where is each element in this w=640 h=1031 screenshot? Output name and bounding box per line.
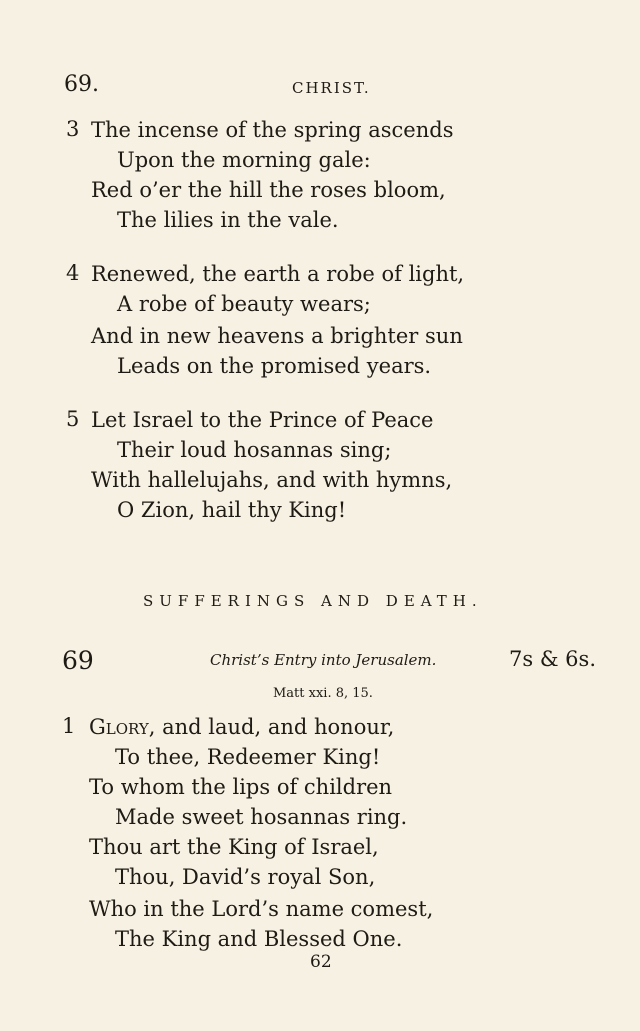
- hymn-number: 69: [62, 646, 94, 675]
- verse-line: To thee, Redeemer King!: [115, 745, 381, 769]
- verse-line: Leads on the promised years.: [117, 354, 432, 378]
- running-title: CHRIST.: [292, 79, 371, 97]
- verse-line: With hallelujahs, and with hymns,: [91, 468, 453, 492]
- verse-line: O Zion, hail thy King!: [117, 498, 347, 522]
- verse-line: The incense of the spring ascends: [91, 118, 454, 142]
- verse-line: And in new heavens a brighter sun: [91, 324, 463, 348]
- verse-line: Made sweet hosannas ring.: [115, 805, 408, 829]
- verse-line: Red o’er the hill the roses bloom,: [91, 178, 446, 202]
- hymn-title: Christ’s Entry into Jerusalem.: [210, 651, 437, 669]
- verse-line: [89, 714, 394, 740]
- first-line-rest: and laud, and honour,: [155, 715, 395, 739]
- verse-line: Renewed, the earth a robe of light,: [91, 262, 465, 286]
- section-heading: SUFFERINGS AND DEATH.: [143, 592, 483, 610]
- verse-line: Who in the Lord’s name comest,: [89, 897, 434, 921]
- verse-line: To whom the lips of children: [89, 775, 393, 799]
- page-header: [64, 72, 640, 102]
- verse-line: The lilies in the vale.: [117, 208, 339, 232]
- hymn-meter: 7s & 6s.: [509, 647, 596, 671]
- hymn-heading: [62, 646, 602, 676]
- folio-number: 62: [310, 952, 332, 972]
- verse-line: The King and Blessed One.: [115, 927, 403, 951]
- stanza-number: 5: [66, 407, 80, 431]
- verse-line: Their loud hosannas sing;: [117, 438, 392, 462]
- first-word: Glory,: [89, 715, 156, 739]
- verse-line: Thou art the King of Israel,: [89, 835, 379, 859]
- page-number: 69.: [64, 72, 99, 97]
- stanza-number: 1: [62, 714, 76, 738]
- verse-line: Let Israel to the Prince of Peace: [91, 408, 434, 432]
- verse-line: A robe of beauty wears;: [117, 292, 371, 316]
- verse-line: Upon the morning gale:: [117, 148, 371, 172]
- stanza-number: 4: [66, 261, 80, 285]
- scripture-reference: Matt xxi. 8, 15.: [273, 686, 373, 701]
- stanza-number: 3: [66, 117, 80, 141]
- verse-line: Thou, David’s royal Son,: [115, 865, 376, 889]
